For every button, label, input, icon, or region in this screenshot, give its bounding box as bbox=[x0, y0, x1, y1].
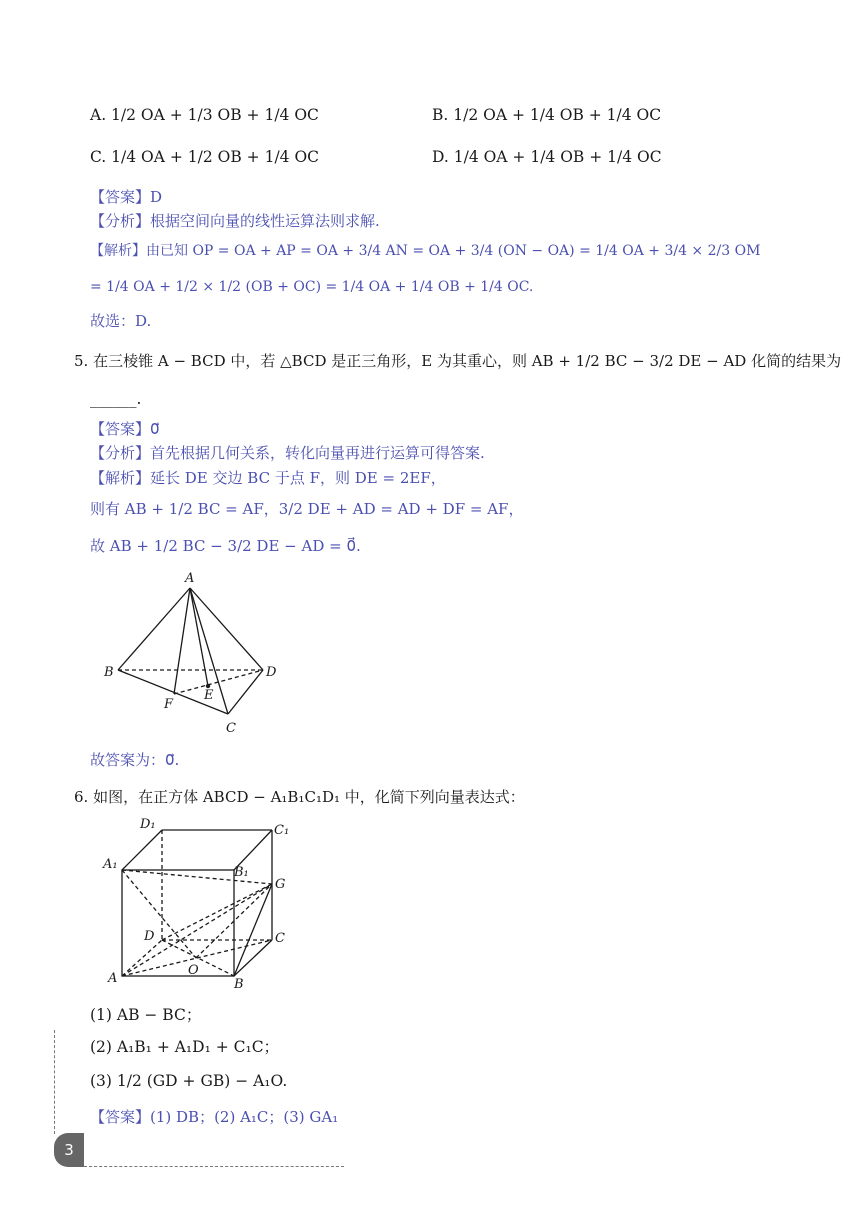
label-o: O bbox=[188, 963, 199, 978]
q5-solution-line1: 【解析】延长 DE 交边 BC 于点 F，则 DE = 2EF， bbox=[90, 469, 446, 487]
tetrahedron-figure bbox=[100, 566, 290, 738]
option-b: B. 1/2 OA + 1/4 OB + 1/4 OC bbox=[432, 106, 662, 124]
label-d: D bbox=[266, 665, 277, 680]
q6-part2: (2) A₁B₁ + A₁D₁ + C₁C； bbox=[90, 1038, 280, 1056]
q4-analysis: 【分析】根据空间向量的线性运算法则求解. bbox=[90, 212, 380, 230]
option-c: C. 1/4 OA + 1/2 OB + 1/4 OC bbox=[90, 148, 320, 166]
label-f: F bbox=[164, 697, 174, 712]
label-a1: A₁ bbox=[103, 857, 118, 872]
label-c: C bbox=[226, 721, 236, 736]
page-border-vertical bbox=[54, 1030, 55, 1134]
q5-analysis: 【分析】首先根据几何关系，转化向量再进行运算可得答案. bbox=[90, 444, 485, 462]
q5-solution-line3: 故 AB + 1/2 BC − 3/2 DE − AD = 0⃗. bbox=[90, 537, 361, 555]
label-c: C bbox=[275, 931, 285, 946]
q5-answer: 【答案】0⃗ bbox=[90, 420, 160, 438]
label-b: B bbox=[234, 977, 244, 992]
option-a: A. 1/2 OA + 1/3 OB + 1/4 OC bbox=[90, 106, 319, 124]
q4-choose: 故选：D. bbox=[90, 312, 152, 330]
q5-final-answer: 故答案为：0⃗. bbox=[90, 751, 180, 769]
q6-answer: 【答案】(1) DB；(2) A₁C；(3) GA₁ bbox=[90, 1108, 339, 1126]
label-c1: C₁ bbox=[274, 823, 290, 838]
label-d1: D₁ bbox=[140, 817, 156, 832]
label-e: E bbox=[204, 688, 214, 703]
q5-blank: ______. bbox=[90, 390, 142, 408]
label-b: B bbox=[104, 665, 114, 680]
q4-answer: 【答案】D bbox=[90, 188, 163, 206]
page-number: 3 bbox=[54, 1133, 84, 1167]
cube-figure bbox=[100, 812, 300, 992]
label-g: G bbox=[275, 877, 286, 892]
label-b1: B₁ bbox=[234, 865, 249, 880]
label-d: D bbox=[144, 929, 155, 944]
q6-stem: 6. 如图，在正方体 ABCD − A₁B₁C₁D₁ 中，化简下列向量表达式： bbox=[74, 788, 525, 806]
label-a: A bbox=[108, 971, 118, 986]
label-a: A bbox=[185, 571, 195, 586]
option-d: D. 1/4 OA + 1/4 OB + 1/4 OC bbox=[432, 148, 662, 166]
q4-solution-line1: 【解析】由已知 OP = OA + AP = OA + 3/4 AN = OA + 3/4 (ON − OA) = 1/4 OA + 3/4 × 2/3 OM bbox=[90, 243, 761, 259]
q5-stem: 5. 在三棱锥 A − BCD 中，若 △BCD 是正三角形，E 为其重心，则 AB + 1/2 BC − 3/2 DE − AD 化简的结果为 bbox=[74, 352, 842, 370]
page-border-horizontal bbox=[84, 1166, 344, 1167]
q4-solution-line2: = 1/4 OA + 1/2 × 1/2 (OB + OC) = 1/4 OA + 1/4 OB + 1/4 OC. bbox=[90, 279, 534, 295]
q6-part3: (3) 1/2 (GD + GB) − A₁O. bbox=[90, 1072, 288, 1090]
q5-solution-line2: 则有 AB + 1/2 BC = AF，3/2 DE + AD = AD + DF = AF， bbox=[90, 500, 524, 518]
q6-part1: (1) AB − BC； bbox=[90, 1006, 202, 1024]
